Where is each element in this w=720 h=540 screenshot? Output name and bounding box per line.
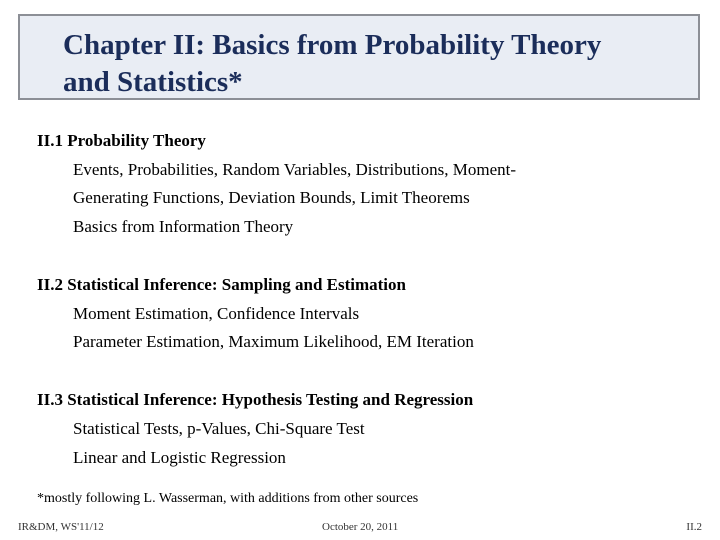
section-1-item-3: Basics from Information Theory	[73, 217, 294, 236]
slide-title-box	[18, 14, 700, 100]
footer-slide-number: II.2	[686, 521, 702, 533]
section-2-item-2: Parameter Estimation, Maximum Likelihood, EM Iteration	[73, 332, 474, 351]
section-3-item-2: Linear and Logistic Regression	[73, 448, 286, 467]
section-1-item-2: Generating Functions, Deviation Bounds, Limit Theorems	[73, 188, 470, 207]
slide-title-line-2: and Statistics*	[63, 66, 243, 98]
section-heading-sampling-estimation: II.2 Statistical Inference: Sampling and Estimation	[37, 275, 406, 294]
section-heading-probability-theory: II.1 Probability Theory	[37, 131, 206, 150]
section-heading-hypothesis-testing-regression: II.3 Statistical Inference: Hypothesis Testing and Regression	[37, 390, 474, 409]
section-1-item-1: Events, Probabilities, Random Variables, Distributions, Moment-	[73, 160, 517, 179]
slide-title-line-1: Chapter II: Basics from Probability Theory	[63, 29, 602, 61]
footer-course-label: IR&DM, WS'11/12	[18, 521, 104, 533]
footnote: *mostly following L. Wasserman, with additions from other sources	[37, 491, 419, 506]
section-3-item-1: Statistical Tests, p-Values, Chi-Square Test	[73, 419, 365, 438]
footer-date: October 20, 2011	[322, 521, 399, 533]
section-2-item-1: Moment Estimation, Confidence Intervals	[73, 304, 360, 323]
